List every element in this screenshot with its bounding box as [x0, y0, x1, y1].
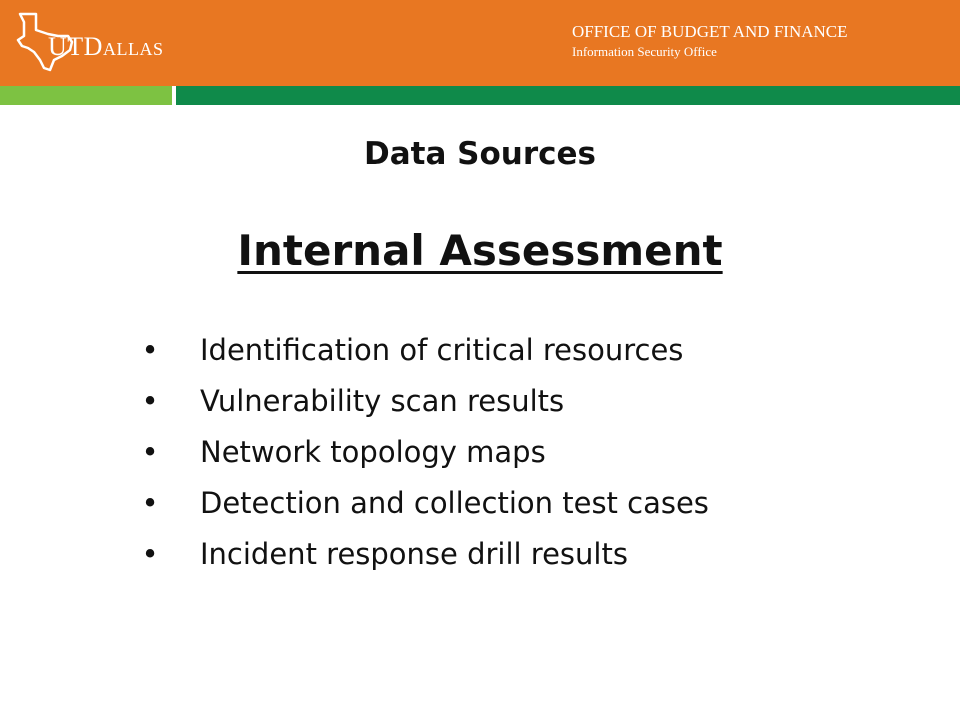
accent-band-dark: [176, 86, 960, 105]
office-title: OFFICE OF BUDGET AND FINANCE: [572, 22, 848, 41]
office-block: [572, 22, 848, 62]
bullet-dot-icon: •: [141, 435, 159, 469]
accent-band-light: [0, 86, 172, 105]
bullet-dot-icon: •: [141, 333, 159, 367]
bullet-text: Network topology maps: [200, 435, 546, 469]
bullet-dot-icon: •: [141, 537, 159, 571]
logo-ut-text: UT: [48, 32, 84, 61]
logo-dallas-rest: ALLAS: [102, 39, 164, 59]
slide-title: Data Sources: [363, 136, 596, 172]
bullet-text: Incident response drill results: [200, 537, 628, 571]
bullet-text: Detection and collection test cases: [200, 486, 709, 520]
logo-dallas-initial: D: [83, 32, 103, 61]
logo-wordmark: [48, 34, 163, 62]
ut-dallas-logo: [14, 12, 184, 72]
bullet-text: Vulnerability scan results: [200, 384, 565, 418]
header-bar: [0, 0, 960, 86]
section-heading-wrapper: [0, 226, 960, 275]
office-subtitle: Information Security Office: [572, 44, 717, 59]
bullet-dot-icon: •: [141, 486, 159, 520]
bullet-dot-icon: •: [141, 384, 159, 418]
bullet-text: Identification of critical resources: [200, 333, 684, 367]
section-heading: Internal Assessment: [237, 226, 723, 275]
